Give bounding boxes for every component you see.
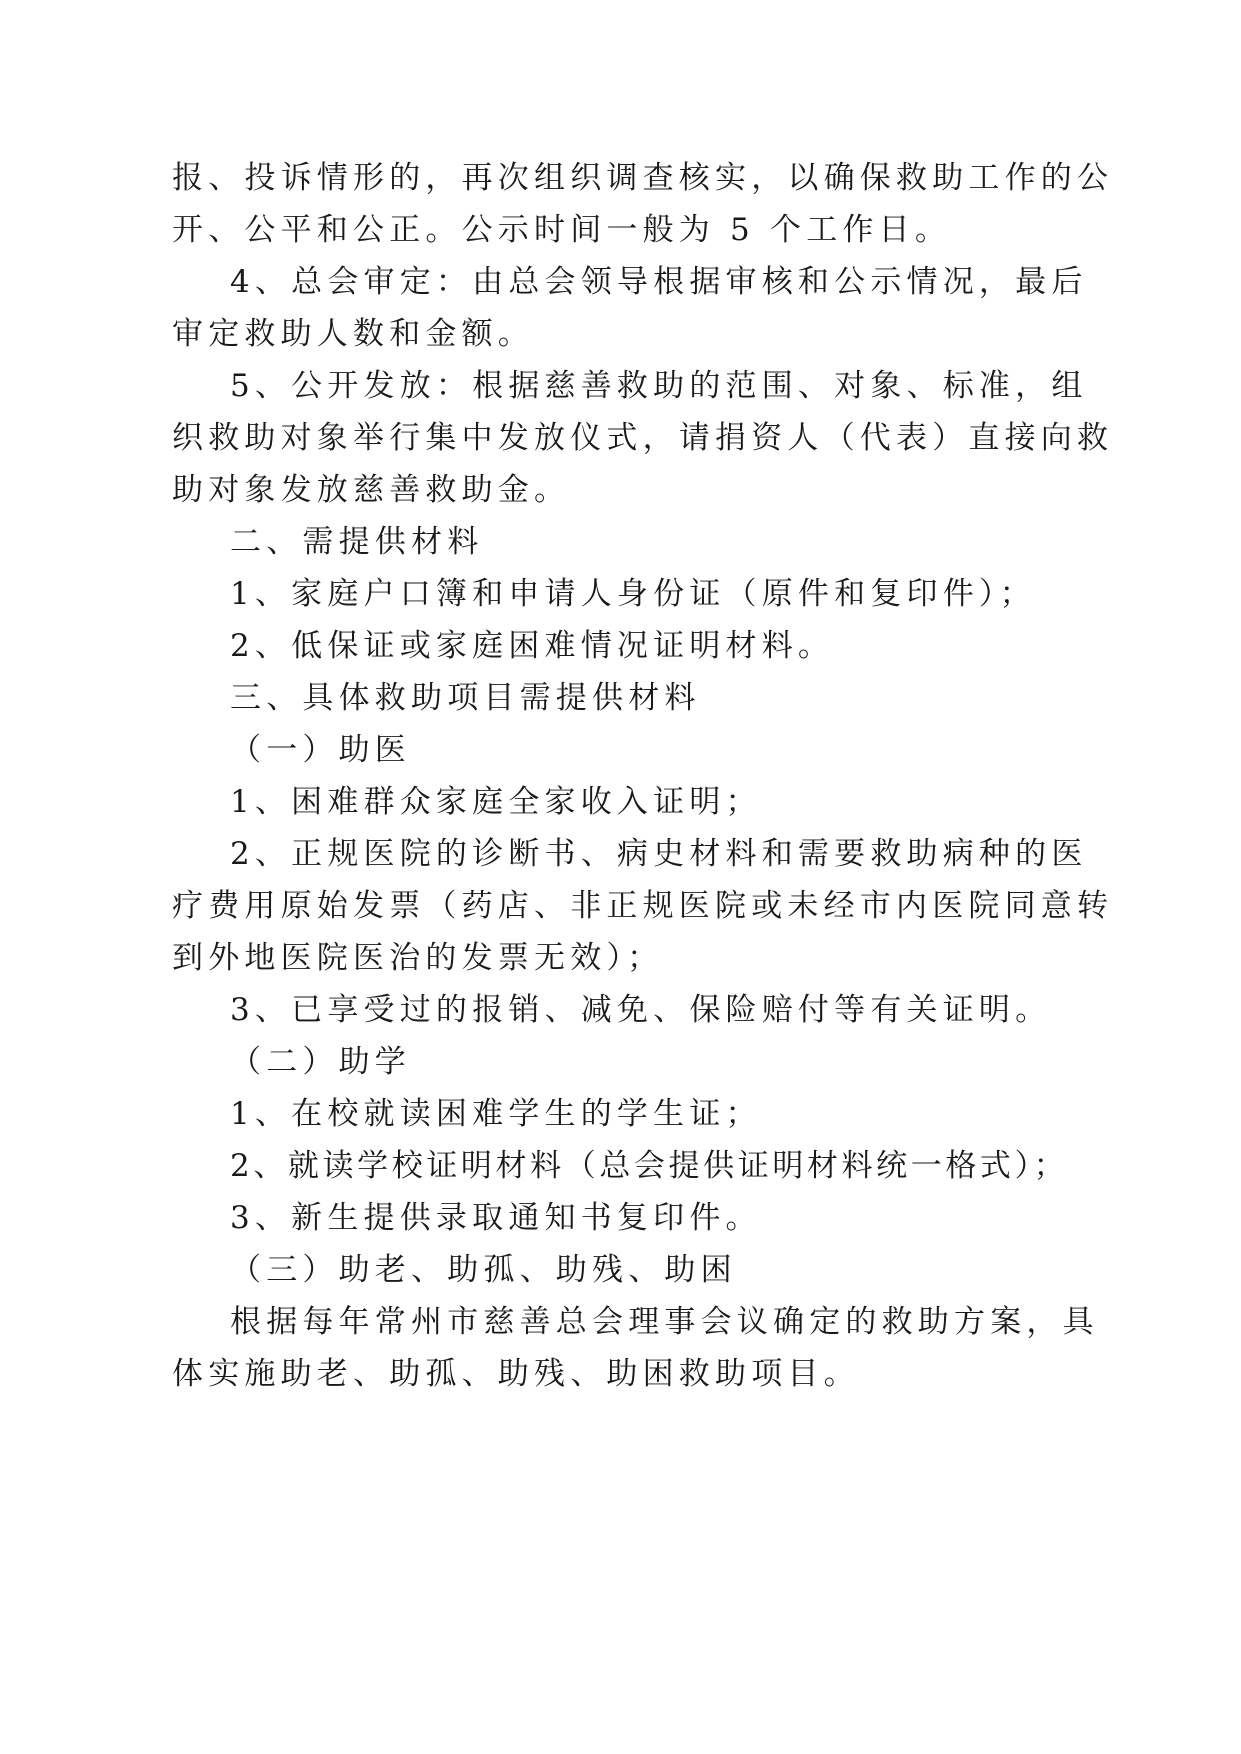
text-line-1: 报、投诉情形的，再次组织调查核实，以确保救助工作的公 [172, 160, 1114, 196]
text-line-9: 1、家庭户口簿和申请人身份证（原件和复印件）； [230, 576, 1036, 612]
text-line-20: 2、就读学校证明材料（总会提供证明材料统一格式）； [230, 1148, 1069, 1184]
text-line-4: 审定救助人数和金额。 [172, 316, 534, 352]
section-heading-projects: 三、具体救助项目需提供材料 [230, 680, 701, 716]
text-line-19: 1、在校就读困难学生的学生证； [230, 1096, 762, 1132]
text-line-21: 3、新生提供录取通知书复印件。 [230, 1200, 762, 1236]
text-line-2: 开、公平和公正。公示时间一般为 5 个工作日。 [172, 212, 952, 248]
text-line-23: 根据每年常州市慈善总会理事会议确定的救助方案，具 [230, 1304, 1099, 1340]
section-heading-materials: 二、需提供材料 [230, 524, 484, 560]
text-line-10: 2、低保证或家庭困难情况证明材料。 [230, 628, 835, 664]
subheading-elderly-orphan-disabled-poor: （三）助老、助孤、助残、助困 [230, 1252, 737, 1288]
subheading-medical: （一）助医 [230, 732, 411, 768]
text-line-17: 3、已享受过的报销、减免、保险赔付等有关证明。 [230, 992, 1052, 1028]
text-line-16: 到外地医院医治的发票无效）； [172, 940, 664, 976]
text-line-3: 4、总会审定：由总会领导根据审核和公示情况，最后 [230, 264, 1088, 300]
text-line-13: 1、困难群众家庭全家收入证明； [230, 784, 762, 820]
text-line-6: 织救助对象举行集中发放仪式，请捐资人（代表）直接向救 [172, 420, 1114, 456]
text-line-14: 2、正规医院的诊断书、病史材料和需要救助病种的医 [230, 836, 1088, 872]
text-line-5: 5、公开发放：根据慈善救助的范围、对象、标准，组 [230, 368, 1088, 404]
text-line-24: 体实施助老、助孤、助残、助困救助项目。 [172, 1356, 860, 1392]
text-line-15: 疗费用原始发票（药店、非正规医院或未经市内医院同意转 [172, 888, 1114, 924]
text-line-7: 助对象发放慈善救助金。 [172, 472, 571, 508]
subheading-education: （二）助学 [230, 1044, 411, 1080]
